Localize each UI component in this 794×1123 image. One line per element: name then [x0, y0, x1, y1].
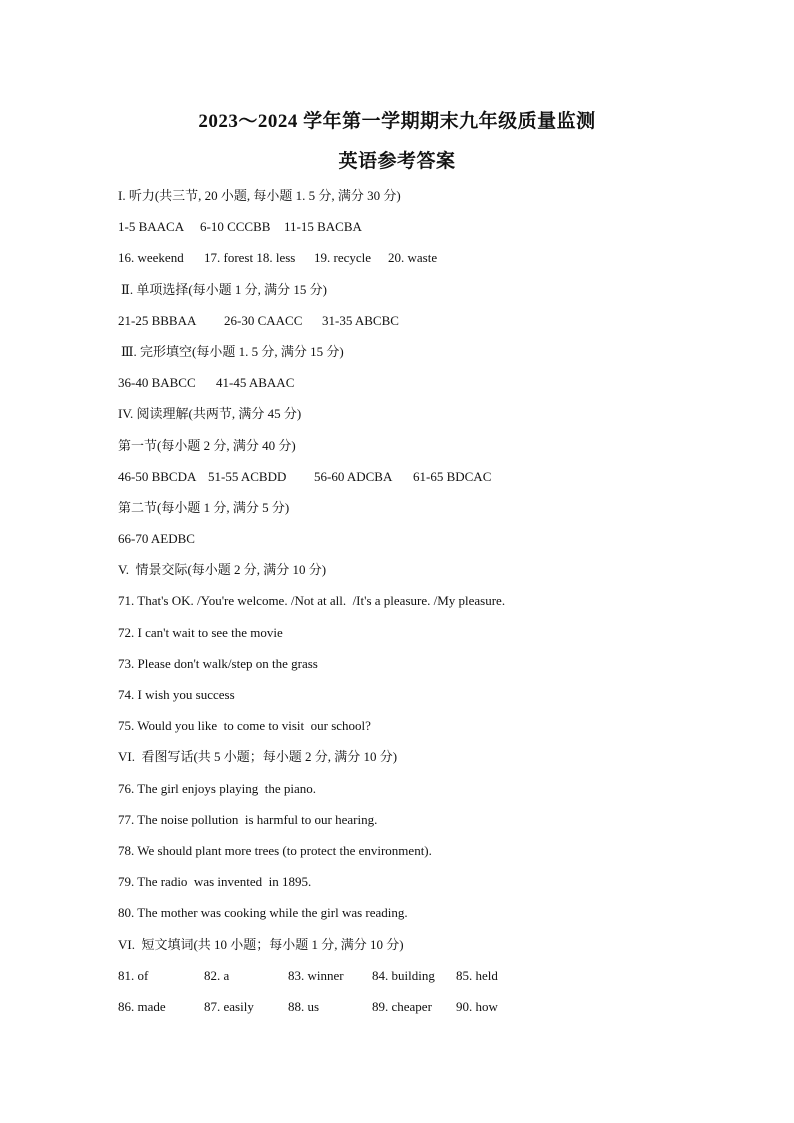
answer-line: [118, 245, 758, 276]
answer-segment: 16. weekend: [118, 250, 184, 266]
answer-segment: V. 情景交际(每小题 2 分, 满分 10 分): [118, 562, 327, 578]
answer-line: [118, 682, 758, 713]
answer-line: [118, 370, 758, 401]
answer-line: [118, 495, 758, 526]
answer-segment: Ⅲ. 完形填空(每小题 1. 5 分, 满分 15 分): [121, 343, 344, 359]
answer-segment: 21-25 BBBAA: [118, 312, 197, 328]
answer-segment: 85. held: [456, 967, 498, 983]
answer-segment: 81. of: [118, 967, 149, 983]
answer-segment: 72. I can't wait to see the movie: [118, 624, 283, 640]
answer-segment: 80. The mother was cooking while the girl was reading.: [118, 905, 408, 921]
answer-segment: 71. That's OK. /You're welcome. /Not at all. /It's a pleasure. /My pleasure.: [118, 593, 506, 609]
answer-segment: 82. a: [204, 967, 230, 983]
answer-segment: 31-35 ABCBC: [322, 312, 399, 328]
answer-segment: 61-65 BDCAC: [413, 468, 492, 484]
answer-segment: 77. The noise pollution is harmful to our hearing.: [118, 811, 378, 827]
answer-segment: 87. easily: [204, 998, 254, 1014]
answer-segment: 89. cheaper: [372, 998, 432, 1014]
answer-segment: 46-50 BBCDA: [118, 468, 197, 484]
answer-line: [118, 308, 758, 339]
answer-segment: 第一节(每小题 2 分, 满分 40 分): [118, 437, 296, 453]
answer-line: [118, 807, 758, 838]
answer-segment: 17. forest 18. less: [204, 250, 296, 266]
answer-line: [118, 183, 758, 214]
answer-line: [118, 869, 758, 900]
answer-line: [118, 526, 758, 557]
answer-segment: VI. 看图写话(共 5 小题；每小题 2 分, 满分 10 分): [118, 749, 398, 765]
answer-line: [118, 214, 758, 245]
answer-line: [118, 838, 758, 869]
answer-line: [118, 994, 758, 1025]
answer-segment: 66-70 AEDBC: [118, 531, 195, 547]
answer-segment: 86. made: [118, 998, 166, 1014]
document-title: 2023～2024 学年第一学期期末九年级质量监测: [198, 111, 596, 132]
answer-line: [118, 776, 758, 807]
answer-line: [118, 744, 758, 775]
answer-segment: 84. building: [372, 967, 435, 983]
answer-segment: 74. I wish you success: [118, 687, 235, 702]
answer-line: [118, 713, 758, 744]
answer-segment: 1-5 BAACA: [118, 219, 185, 235]
answer-segment: 75. Would you like to come to visit our school?: [118, 718, 371, 734]
answer-line: [118, 932, 758, 963]
answer-segment: 79. The radio was invented in 1895.: [118, 874, 312, 890]
answer-segment: 56-60 ADCBA: [314, 468, 393, 484]
answer-segment: 78. We should plant more trees (to protect the environment).: [118, 842, 432, 858]
answer-segment: 41-45 ABAAC: [216, 375, 295, 391]
answer-lines: [118, 183, 758, 1025]
answer-line: [118, 963, 758, 994]
answer-line: [118, 433, 758, 464]
answer-segment: VI. 短文填词(共 10 小题；每小题 1 分, 满分 10 分): [118, 936, 404, 952]
answer-segment: 20. waste: [388, 250, 438, 266]
document-subtitle: 英语参考答案: [338, 151, 456, 172]
answer-line: [118, 620, 758, 651]
answer-line: [118, 401, 758, 432]
answer-segment: 19. recycle: [314, 250, 372, 266]
answer-line: [118, 464, 758, 495]
answer-segment: 88. us: [288, 998, 320, 1014]
answer-segment: 90. how: [456, 998, 498, 1014]
answer-segment: 26-30 CAACC: [224, 312, 303, 328]
answer-segment: 73. Please don't walk/step on the grass: [118, 655, 318, 671]
answer-line: [118, 339, 758, 370]
answer-segment: 6-10 CCCBB: [200, 219, 271, 235]
answer-segment: 36-40 BABCC: [118, 375, 196, 391]
answer-line: [118, 651, 758, 682]
answer-segment: IV. 阅读理解(共两节, 满分 45 分): [118, 406, 302, 422]
answer-segment: 11-15 BACBA: [284, 219, 362, 235]
answer-segment: Ⅱ. 单项选择(每小题 1 分, 满分 15 分): [121, 281, 327, 297]
answer-segment: 51-55 ACBDD: [208, 468, 287, 484]
answer-line: [118, 277, 758, 308]
answer-line: [118, 900, 758, 931]
answer-segment: 76. The girl enjoys playing the piano.: [118, 780, 316, 796]
answer-segment: 第二节(每小题 1 分, 满分 5 分): [118, 499, 290, 515]
answer-line: [118, 588, 758, 619]
answer-line: [118, 557, 758, 588]
answer-segment: I. 听力(共三节, 20 小题, 每小题 1. 5 分, 满分 30 分): [118, 188, 401, 203]
answer-segment: 83. winner: [288, 967, 344, 983]
